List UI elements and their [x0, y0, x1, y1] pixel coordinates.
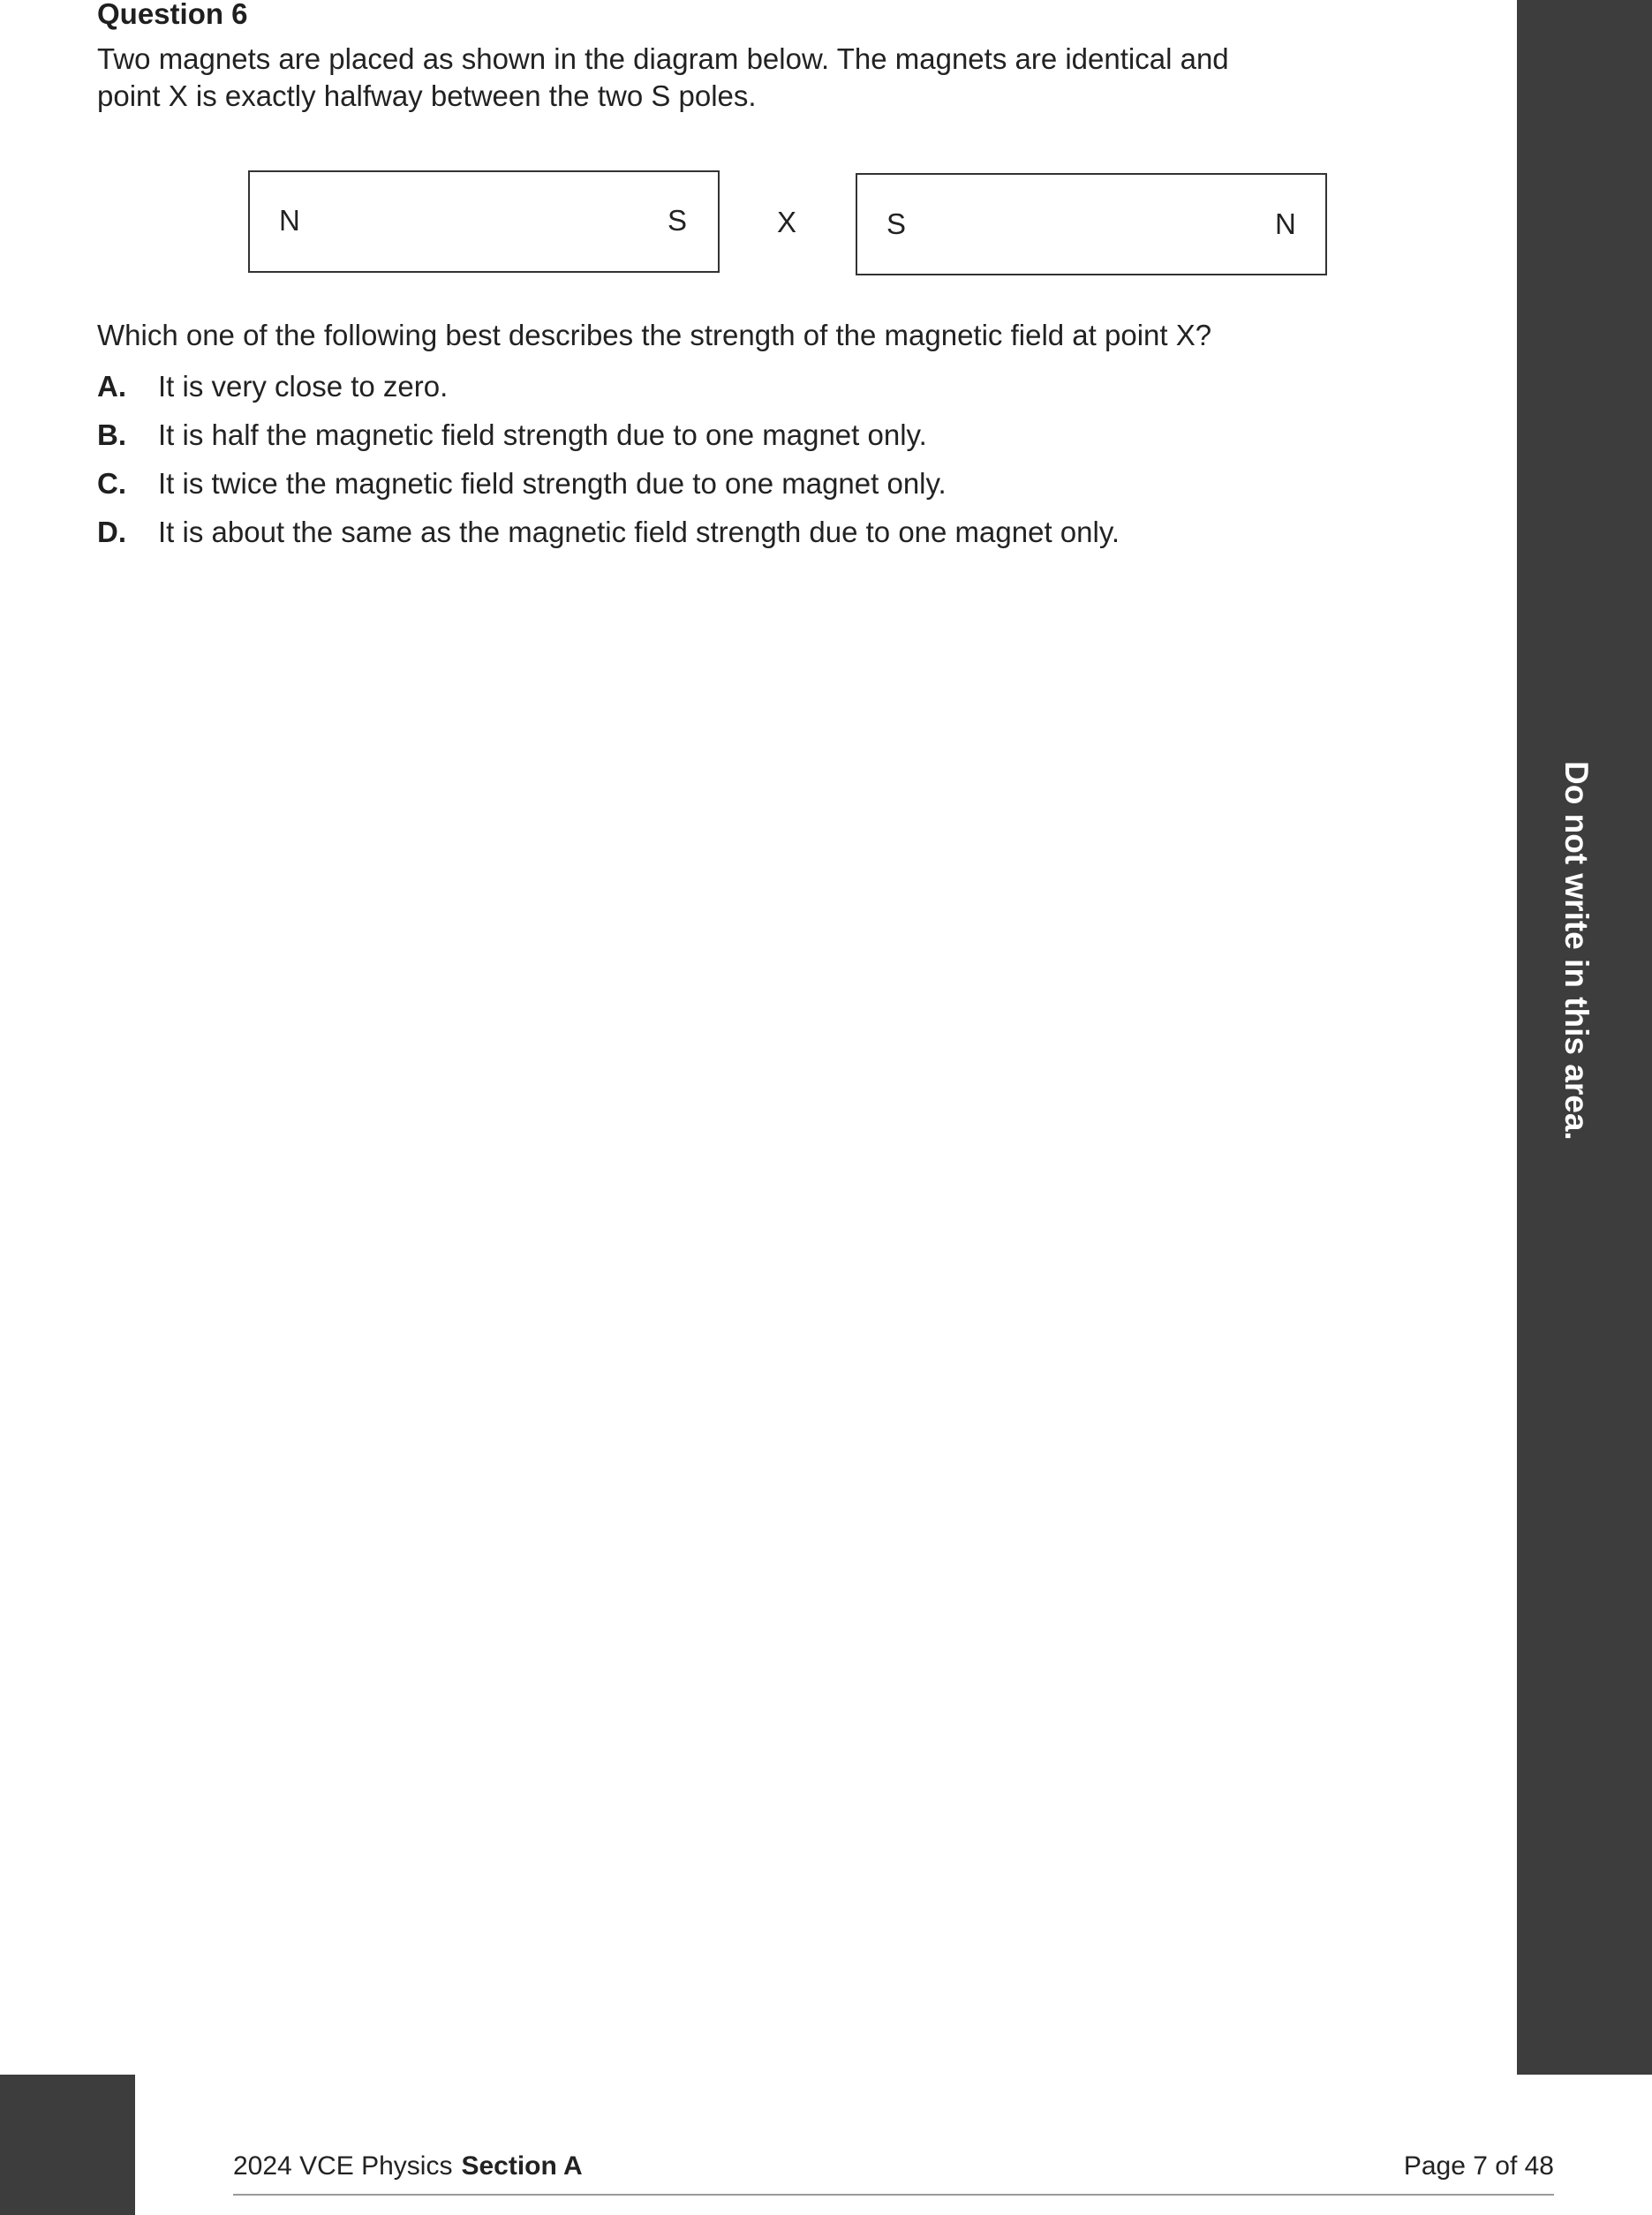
left-magnet: [248, 170, 720, 273]
option-c[interactable]: [97, 466, 1120, 515]
right-magnet-s-pole: S: [886, 207, 907, 240]
option-b-text: It is half the magnetic field strength due to one magnet only.: [158, 418, 927, 451]
option-c-letter: C.: [97, 467, 126, 500]
answer-options: [97, 369, 1120, 563]
question-title: Question 6: [97, 0, 248, 30]
option-d-text: It is about the same as the magnetic field strength due to one magnet only.: [158, 516, 1120, 548]
right-magnet: [856, 173, 1327, 275]
option-d-letter: D.: [97, 516, 126, 548]
left-magnet-s-pole: S: [668, 204, 688, 237]
footer-exam-info: [233, 2151, 583, 2182]
option-a-letter: A.: [97, 370, 126, 403]
option-b[interactable]: [97, 418, 1120, 466]
footer-section-name: Section A: [461, 2151, 583, 2181]
stem-line-2: point X is exactly halfway between the two S poles.: [97, 79, 757, 112]
question-prompt: Which one of the following best describes the strength of the magnetic field at point X?: [97, 319, 1212, 351]
footer-exam-name: 2024 VCE Physics: [233, 2151, 453, 2181]
right-magnet-n-pole: N: [1275, 207, 1296, 240]
question-stem: [97, 41, 1263, 115]
stem-line-1: Two magnets are placed as shown in the diagram below. The magnets are identical and: [97, 42, 1229, 75]
option-c-text: It is twice the magnetic field strength due to one magnet only.: [158, 467, 947, 500]
option-a-text: It is very close to zero.: [158, 370, 449, 403]
footer-page-number: Page 7 of 48: [1403, 2151, 1554, 2181]
option-a[interactable]: [97, 369, 1120, 418]
option-b-letter: B.: [97, 418, 126, 451]
option-d[interactable]: [97, 515, 1120, 563]
page-corner-block: [0, 2075, 135, 2215]
point-x-label: X: [777, 206, 797, 238]
footer-divider: [233, 2194, 1554, 2196]
left-magnet-n-pole: N: [279, 204, 300, 237]
do-not-write-notice: Do not write in this area.: [1558, 761, 1595, 1141]
